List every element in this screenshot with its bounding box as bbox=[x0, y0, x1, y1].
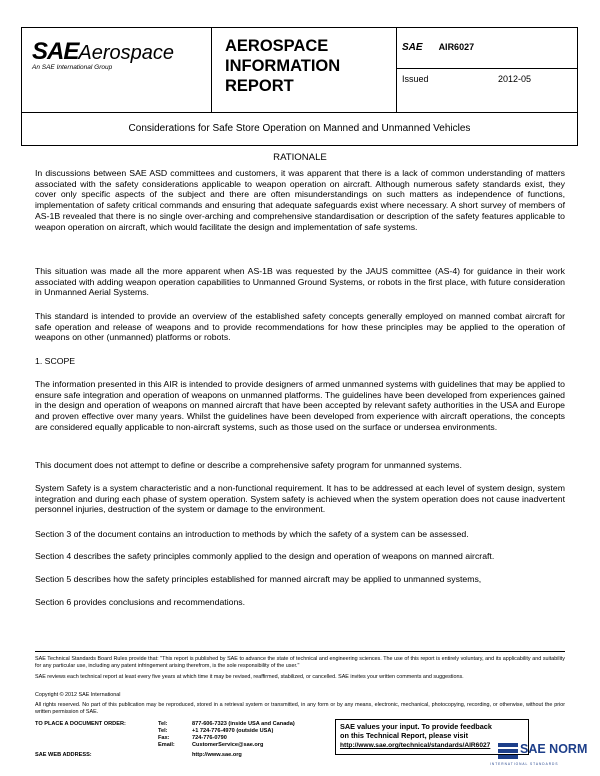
footer-note: Copyright © 2012 SAE International bbox=[35, 692, 121, 698]
footer-rule bbox=[35, 651, 565, 652]
report-type bbox=[225, 36, 395, 96]
body-paragraph: Section 4 describes the safety principles commonly applied to the design and operation of weapons on manned aircraft. bbox=[35, 551, 495, 561]
web-address-link[interactable]: http://www.sae.org bbox=[192, 752, 242, 758]
feedback-text: SAE values your input. To provide feedback bbox=[340, 722, 492, 731]
body-paragraph: This situation was made all the more apparent when AS-1B was requested by the JAUS committee (AS-4) for guidance in their work associated with adding weapon operation capabilities to Unmanned Ground Systems, or robots in the first place, with future consideration in Unmanned Aerial Systems. bbox=[35, 266, 565, 298]
header-divider bbox=[211, 28, 212, 112]
footer-note: SAE Technical Standards Board Rules provide that: "This report is published by SAE to advance the state of technical and engineering sciences. The use of this report is entirely voluntary, and its applicability and suitability for any particular use, including any patent infringement arising therefrom, is the sole responsibility of the user." bbox=[35, 656, 565, 669]
body-paragraph: This document does not attempt to define or describe a comprehensive safety program for unmanned systems. bbox=[35, 460, 462, 470]
contact-key: Tel: bbox=[158, 721, 168, 727]
logo-name: Aerospace bbox=[78, 42, 174, 64]
section-heading: RATIONALE bbox=[273, 152, 327, 163]
footer-note: SAE reviews each technical report at least every five years at which time it may be revised, reaffirmed, stabilized, or cancelled. SAE invites your written comments and suggestions. bbox=[35, 674, 464, 680]
doc-number: AIR6027 bbox=[438, 42, 475, 52]
issued-row bbox=[402, 74, 572, 84]
body-paragraph: Section 6 provides conclusions and recommendations. bbox=[35, 597, 246, 607]
report-type-line: REPORT bbox=[225, 77, 294, 95]
body-paragraph: System Safety is a system characteristic and a non-functional requirement. It has to be addressed at each level of system design, system integration and during each phase of system operation. System safety is achieved when the system operation does not cause inadvertent personnel injuries, destruction of the system or damage to the environment. bbox=[35, 483, 565, 515]
sae-mini-logo: SAE bbox=[402, 42, 423, 53]
body-paragraph: Section 5 describes how the safety principles established for manned aircraft may be applied to unmanned systems, bbox=[35, 574, 482, 584]
norm-logo-text: SAE NORM bbox=[520, 742, 588, 756]
footer-note: All rights reserved. No part of this publication may be reproduced, stored in a retrieval system or transmitted, in any form or by any means, electronic, mechanical, photocopying, recording, or otherwise, without the prior written permission of SAE. bbox=[35, 702, 565, 715]
contact-value: +1 724-776-4970 (outside USA) bbox=[192, 728, 274, 734]
body-paragraph: In discussions between SAE ASD committees and customers, it was apparent that there is a lack of common understanding of matters associated with the safety considerations applicable to weapon operation on aircraft. Although numerous safety standards exist, they cover only specific aspects of the subject and there are often misunderstandings on such matters as independence of functions, implementation of safety critical commands and ensuring that adequate safeguards exist where necessary. A short survey of members of AS-1B revealed that there is no single over-arching and comprehensive standardisation or description of the safety features applicable to weapon operation on aircraft, which would facilitate the design and implementation of safe systems. bbox=[35, 168, 565, 232]
contact-value: 877-606-7323 (inside USA and Canada) bbox=[192, 721, 295, 727]
doc-id-row bbox=[402, 42, 474, 53]
section-scope-heading: 1. SCOPE bbox=[35, 356, 76, 366]
issued-date: 2012-05 bbox=[498, 74, 532, 84]
sae-aerospace-logo bbox=[32, 38, 202, 71]
contact-key: Tel: bbox=[158, 728, 168, 734]
logo-brand: SAE bbox=[32, 38, 79, 65]
document-title: Considerations for Safe Store Operation on Manned and Unmanned Vehicles bbox=[21, 113, 578, 146]
web-label: SAE WEB ADDRESS: bbox=[35, 752, 92, 758]
contact-key: Email: bbox=[158, 742, 175, 748]
contact-key: Fax: bbox=[158, 735, 170, 741]
feedback-text: on this Technical Report, please visit bbox=[340, 731, 468, 740]
issued-label: Issued bbox=[402, 74, 429, 84]
header-rule bbox=[396, 68, 577, 69]
body-paragraph: The information presented in this AIR is intended to provide designers of armed unmanned systems with guidelines that may be applied to ensure safe integration and operation of weapons on unmanned platforms. The guidelines have been developed from experiences gained in the design and operation of weapons on manned aircraft that have been accepted by relevant safety authorities in the USA and Europe and proven effective over many years. Whilst the guidelines have been developed from experience with aircraft operations, the concepts are considered equally applicable to non-aircraft systems, such as those used on the surface or undersea environments. bbox=[35, 379, 565, 432]
body-paragraph: This standard is intended to provide an overview of the established safety concepts generally employed on manned combat aircraft for safe operation and release of weapons and to provide recommendations for how these principles may be applied to the operation of weapons on other (unmanned) platforms or robots. bbox=[35, 311, 565, 343]
contact-email[interactable]: CustomerService@sae.org bbox=[192, 742, 264, 748]
logo-tagline: An SAE International Group bbox=[32, 64, 113, 71]
contact-value: 724-776-0790 bbox=[192, 735, 227, 741]
report-type-line: INFORMATION bbox=[225, 57, 341, 75]
header-divider bbox=[396, 28, 397, 112]
report-type-line: AEROSPACE bbox=[225, 37, 329, 55]
norm-emblem-icon bbox=[496, 740, 520, 762]
order-label: TO PLACE A DOCUMENT ORDER: bbox=[35, 721, 126, 727]
feedback-link[interactable]: http://www.sae.org/technical/standards/AIR6027 bbox=[340, 742, 491, 749]
norm-logo-subtext: INTERNATIONAL STANDARDS bbox=[490, 762, 559, 766]
sae-norm-logo bbox=[490, 740, 600, 770]
document-header bbox=[21, 27, 578, 113]
body-paragraph: Section 3 of the document contains an introduction to methods by which the safety of a system can be assessed. bbox=[35, 529, 469, 539]
